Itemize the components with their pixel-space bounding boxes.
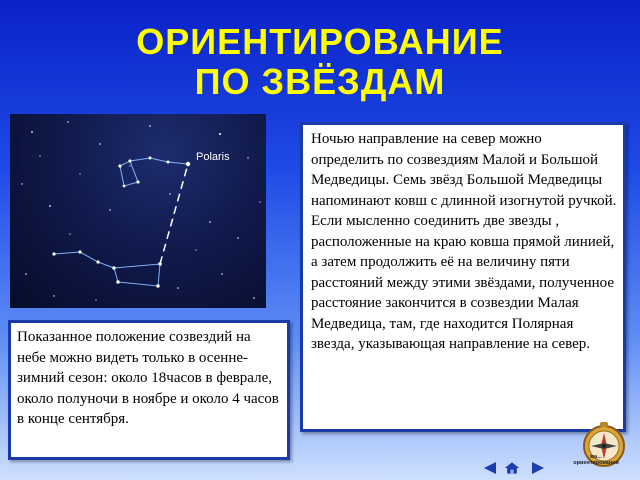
title-line-2: ПО ЗВЁЗДАМ xyxy=(194,61,446,102)
pointer-line xyxy=(160,164,188,264)
northern-direction-text: Ночью направление на север можно определить по созвездиям Малой и Большой Медведицы. Семь звёзд Большой Медведицы напоминают ковш с длинной изогнутой ручкой. Если мысленно соединить две звезды , расположенные на краю ковша прямой линией, а затем продолжить её на величину пяти расстояний между этими звёздами, полученное расстояние закончится в созвездии Малая Медведица, там, где находится Полярная звезда, указывающая направление на север. xyxy=(300,122,626,432)
little-dipper-stars xyxy=(118,157,190,188)
compass-caption: ма... ориентирования xyxy=(573,454,619,466)
polaris-label: Polaris xyxy=(196,151,230,163)
night-sky-image xyxy=(10,114,266,308)
compass-icon[interactable] xyxy=(574,418,634,476)
page-title xyxy=(0,22,640,102)
triangle-left-icon[interactable] xyxy=(482,460,498,476)
big-dipper-lines xyxy=(54,252,160,286)
season-visibility-text: Показанное положение созвездий на небе можно видеть только в осенне-зимний сезон: около 18часов в феврале, около полуночи в ноябре и около 4 часов в конце сентября. xyxy=(8,320,290,460)
background-stars xyxy=(21,121,260,300)
title-line-1: ОРИЕНТИРОВАНИЕ xyxy=(136,21,504,62)
triangle-right-icon[interactable] xyxy=(530,460,546,476)
big-dipper-stars xyxy=(52,250,161,287)
home-icon[interactable] xyxy=(504,460,520,476)
constellation-diagram xyxy=(10,114,266,308)
